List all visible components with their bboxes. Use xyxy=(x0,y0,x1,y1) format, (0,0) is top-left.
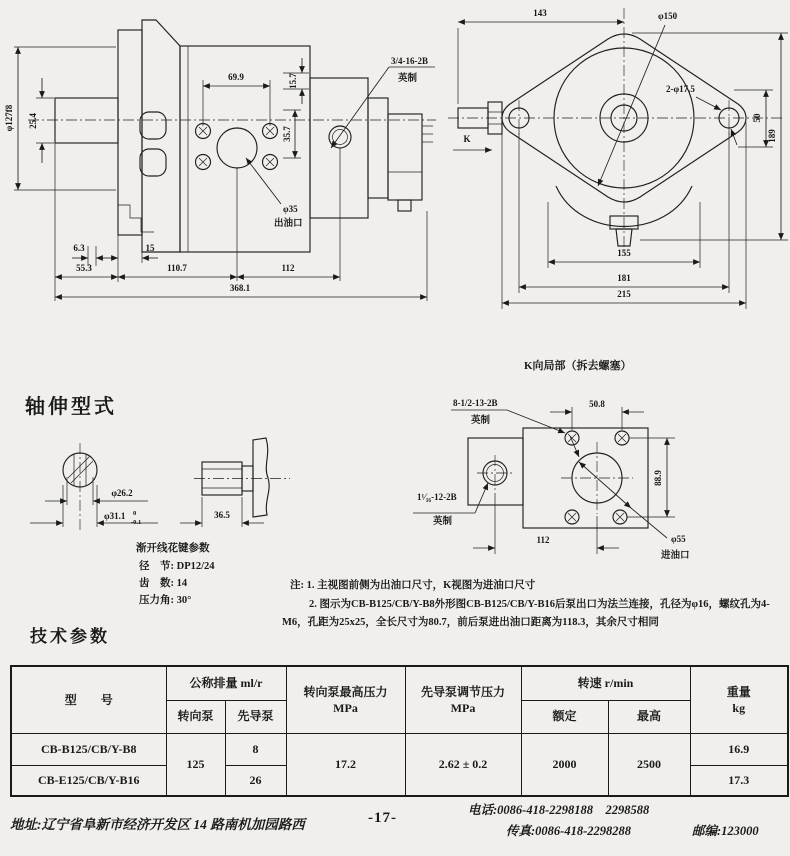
port-screws xyxy=(196,124,278,170)
spline-dp: 径 节: DP12/24 xyxy=(139,561,215,572)
cell-model: CB-E125/CB/Y-B16 xyxy=(11,765,166,796)
dim-label: 112 xyxy=(281,263,295,273)
tolerance-lower: -0.1 xyxy=(131,519,142,526)
col-header-max-pressure-line2: MPa xyxy=(333,700,358,715)
side-view-drawing xyxy=(0,0,440,320)
col-header-pilot-pressure xyxy=(405,666,521,733)
footer-postcode: 邮编:123000 xyxy=(692,824,759,838)
col-header-displacement: 公称排量 ml/r xyxy=(166,666,286,700)
col-header-rated: 额定 xyxy=(521,700,608,733)
dim-label: 15 xyxy=(145,243,155,253)
cell-pilot-displacement: 8 xyxy=(225,733,286,765)
col-header-pilot-pressure-line2: MPa xyxy=(450,700,476,715)
inlet-dia-label: φ55 xyxy=(671,534,686,544)
cell-rated-speed: 2000 xyxy=(521,733,608,796)
spec-table xyxy=(10,665,789,797)
front-view-drawing xyxy=(440,0,790,320)
thread-callout: 8-1/2-13-2B xyxy=(453,398,498,408)
dim-label: 155 xyxy=(617,248,631,258)
cell-steer-displacement: 125 xyxy=(166,733,225,796)
col-header-pilot-pressure-line1: 先导泵调节压力 xyxy=(420,684,505,699)
thread-callout: 1¹⁄₁₆-12-2B xyxy=(417,492,457,502)
dim-label: 2-φ17.5 xyxy=(666,84,695,94)
cell-weight: 16.9 xyxy=(690,733,788,765)
dim-label: 50.8 xyxy=(589,399,605,409)
dim-label: 69.9 xyxy=(228,72,244,82)
dim-label: 35.7 xyxy=(282,126,292,142)
note-line-3: M6，孔距为25x25，全长尺寸为80.7，前后泵进出油口距离为118.3，其余尺寸相同 xyxy=(282,617,659,628)
dim-label: 36.5 xyxy=(214,510,230,520)
shaft-type-heading: 轴伸型式 xyxy=(25,396,117,418)
thread-callout: 3/4-16-2B xyxy=(391,56,428,66)
dim-label: 25.4 xyxy=(28,113,38,129)
note-line-2: 2. 图示为CB-B125/CB/Y-B8外形图CB-B125/CB/Y-B16后泵出口为法兰连接，孔径为φ16，螺纹孔为4- xyxy=(309,599,770,610)
col-header-pilot-pump: 先导泵 xyxy=(225,700,286,733)
shaft-end-drawing xyxy=(0,425,300,620)
tech-params-heading: 技术参数 xyxy=(30,627,110,646)
spline-pressure-angle: 压力角: 30° xyxy=(139,595,192,606)
dim-label: 215 xyxy=(617,289,631,299)
footer-address: 地址:辽宁省阜新市经济开发区 14 路南机加园路西 xyxy=(10,817,305,832)
table-row xyxy=(11,733,788,765)
outlet-port-circle xyxy=(217,128,257,168)
shaft-dimensions xyxy=(30,477,264,527)
dim-label: 112 xyxy=(536,535,550,545)
tolerance-upper: 0 xyxy=(133,510,137,517)
footer-phone: 电话:0086-418-2298188 2298588 xyxy=(468,803,650,817)
col-header-max-pressure xyxy=(286,666,405,733)
spline-params-title: 渐开线花键参数 xyxy=(136,543,210,554)
inlet-label: 进油口 xyxy=(661,551,690,561)
cell-weight: 17.3 xyxy=(690,765,788,796)
pump-side-outline xyxy=(28,20,436,252)
col-header-model: 型 号 xyxy=(11,666,166,733)
dim-label: 6.3 xyxy=(73,243,85,253)
thread-callout-unit: 英制 xyxy=(433,517,453,527)
dim-label: 368.1 xyxy=(229,283,251,293)
col-header-weight xyxy=(690,666,788,733)
col-header-steer-pump: 转向泵 xyxy=(166,700,225,733)
dim-label: 15.7 xyxy=(288,73,298,89)
cell-model: CB-B125/CB/Y-B8 xyxy=(11,733,166,765)
side-view-dimensions xyxy=(4,47,435,301)
dim-label: φ127f8 xyxy=(4,104,14,132)
pump-front-outline xyxy=(448,8,784,252)
k-view-title: K向局部（拆去螺塞） xyxy=(524,360,632,372)
thread-callout-unit: 英制 xyxy=(398,74,418,84)
note-line-1: 注: 1. 主视图前侧为出油口尺寸，K视图为进油口尺寸 xyxy=(290,580,536,591)
col-header-weight-line2: kg xyxy=(732,700,746,715)
dim-label: 189 xyxy=(767,129,777,143)
dim-label: 110.7 xyxy=(167,263,187,273)
spline-teeth: 齿 数: 14 xyxy=(139,578,188,589)
outlet-label: 出油口 xyxy=(274,219,303,229)
dim-label: 88.9 xyxy=(653,470,663,486)
cell-max-speed: 2500 xyxy=(608,733,690,796)
dim-label: φ31.1 xyxy=(104,511,126,521)
col-header-weight-line1: 重量 xyxy=(726,684,751,699)
dim-label: φ150 xyxy=(658,11,678,21)
dim-label: 143 xyxy=(533,8,547,18)
k-view-drawing xyxy=(395,350,790,580)
cell-max-pressure: 17.2 xyxy=(286,733,405,796)
cell-pilot-pressure: 2.62 ± 0.2 xyxy=(405,733,521,796)
col-header-speed: 转速 r/min xyxy=(521,666,690,700)
cell-pilot-displacement: 26 xyxy=(225,765,286,796)
dim-label: 181 xyxy=(617,273,631,283)
k-direction-label: K xyxy=(463,134,471,144)
footer-fax: 传真:0086-418-2298288 xyxy=(506,824,631,838)
thread-callout-unit: 英制 xyxy=(471,416,491,426)
page-number: -17- xyxy=(368,810,397,826)
outlet-dia-label: φ35 xyxy=(283,204,298,214)
col-header-max: 最高 xyxy=(608,700,690,733)
dim-label: 55.3 xyxy=(76,263,92,273)
dim-label: φ26.2 xyxy=(111,488,133,498)
front-view-dimensions xyxy=(453,8,788,309)
col-header-max-pressure-line1: 转向泵最高压力 xyxy=(303,684,388,699)
dim-label: 50 xyxy=(752,113,762,123)
